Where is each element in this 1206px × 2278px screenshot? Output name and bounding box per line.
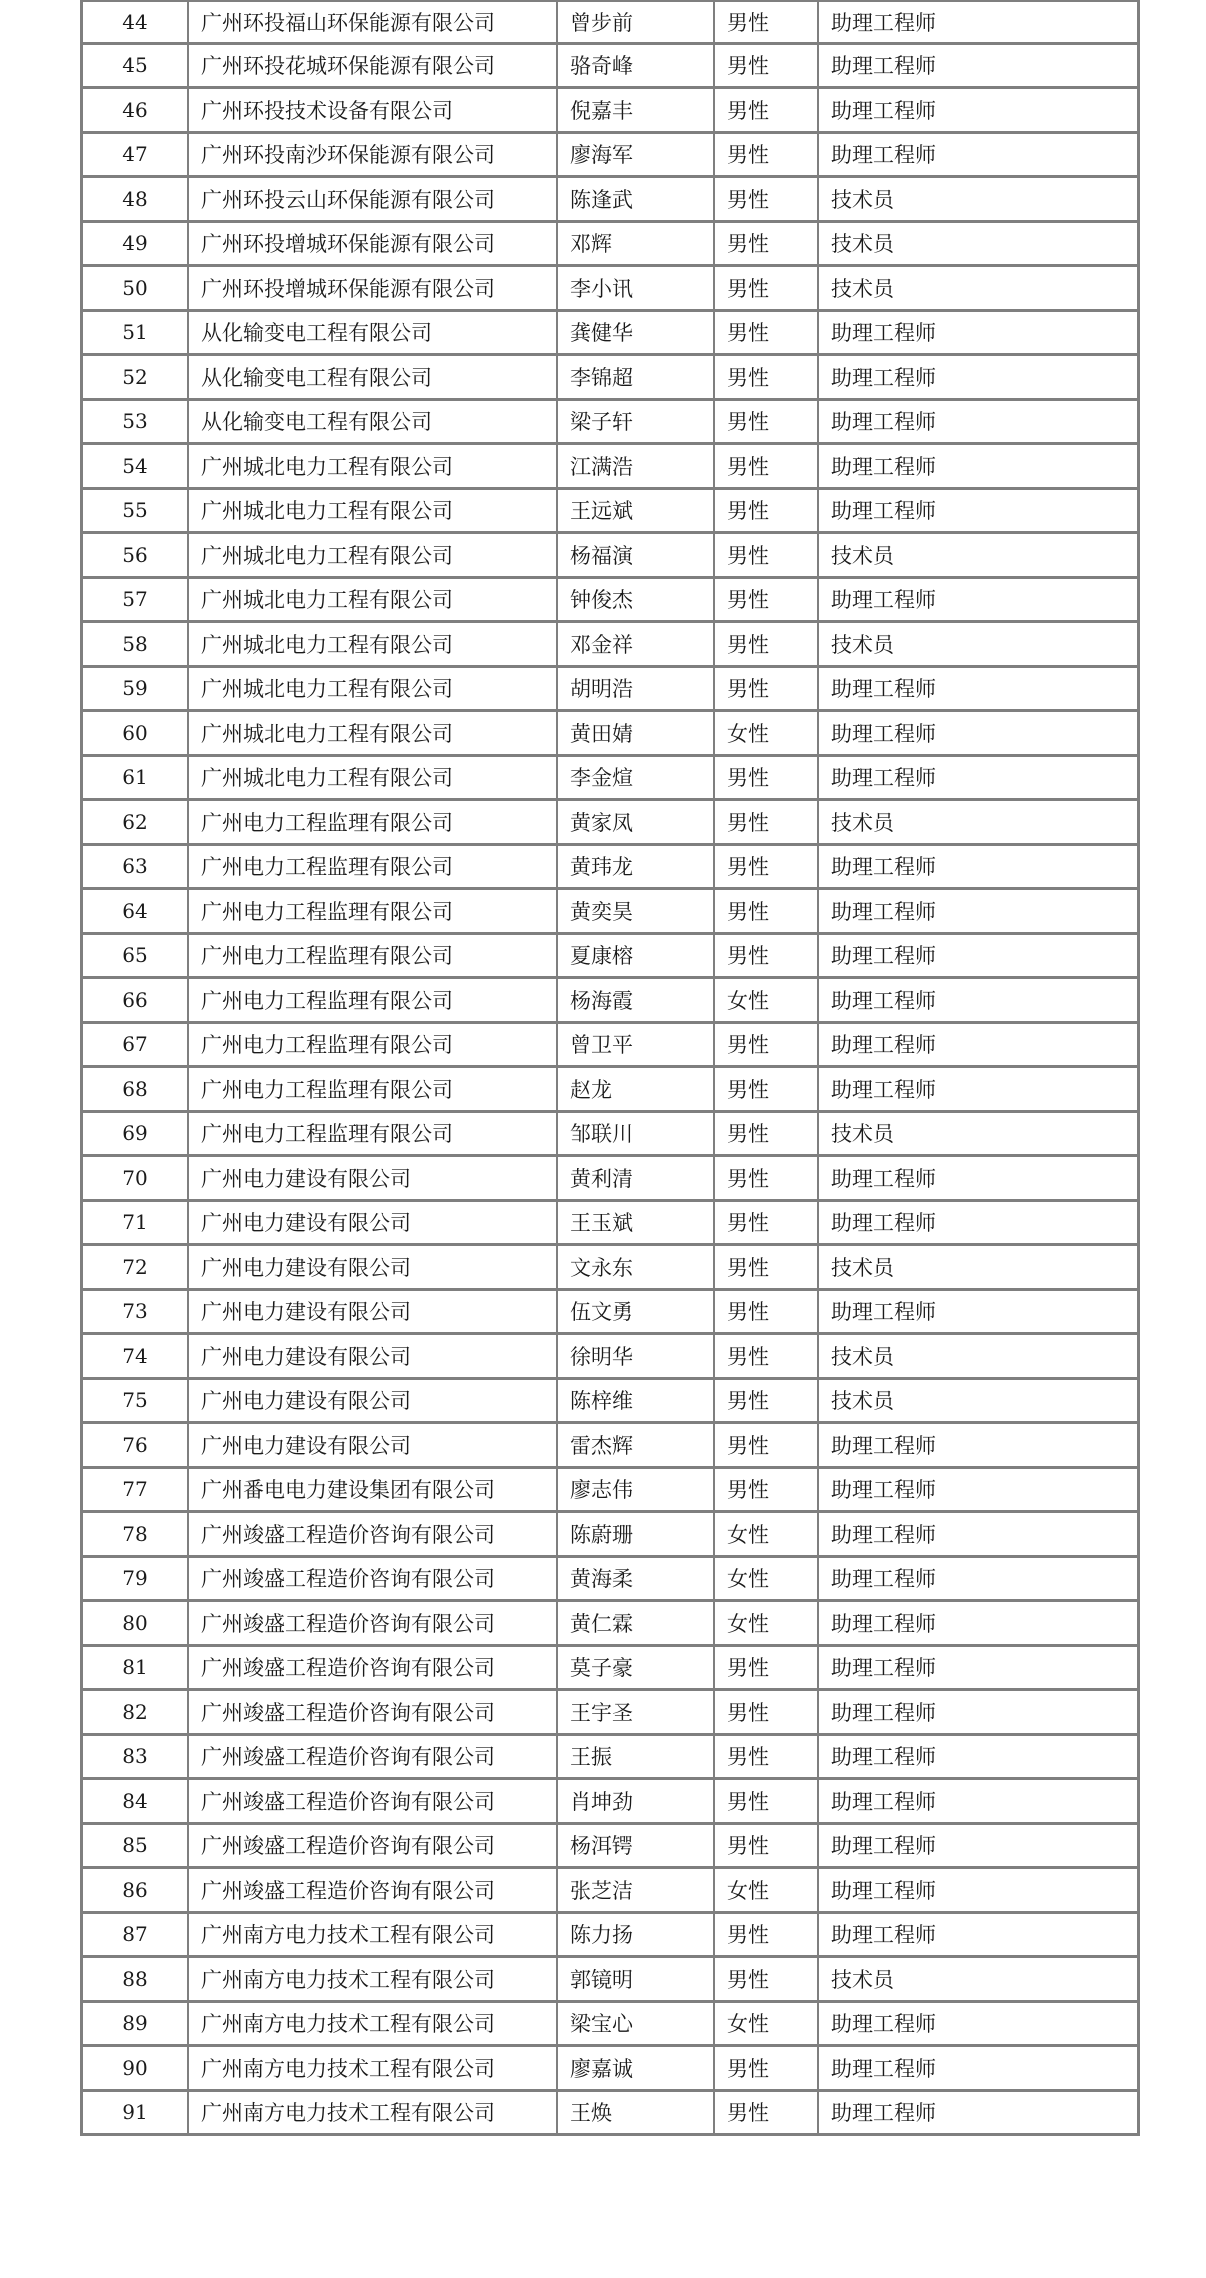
row-number-cell: 48 bbox=[83, 178, 189, 223]
table-row bbox=[83, 2003, 1137, 2048]
gender-cell: 男性 bbox=[715, 1780, 819, 1825]
table-row bbox=[83, 579, 1137, 624]
company-cell: 广州城北电力工程有限公司 bbox=[189, 490, 558, 535]
person-name-cell: 徐明华 bbox=[558, 1335, 715, 1380]
company-cell: 广州竣盛工程造价咨询有限公司 bbox=[189, 1602, 558, 1647]
row-number-cell: 73 bbox=[83, 1291, 189, 1336]
table-row bbox=[83, 534, 1137, 579]
person-name-cell: 廖志伟 bbox=[558, 1469, 715, 1514]
row-number-cell: 46 bbox=[83, 89, 189, 134]
gender-cell: 男性 bbox=[715, 1202, 819, 1247]
row-number-cell: 64 bbox=[83, 890, 189, 935]
job-title-cell: 助理工程师 bbox=[819, 1513, 1137, 1558]
company-cell: 从化输变电工程有限公司 bbox=[189, 312, 558, 357]
row-number-cell: 83 bbox=[83, 1736, 189, 1781]
table-row bbox=[83, 1291, 1137, 1336]
gender-cell: 女性 bbox=[715, 1513, 819, 1558]
table-row bbox=[83, 846, 1137, 891]
job-title-cell: 助理工程师 bbox=[819, 979, 1137, 1024]
row-number-cell: 44 bbox=[83, 0, 189, 45]
person-name-cell: 杨海霞 bbox=[558, 979, 715, 1024]
table-row bbox=[83, 356, 1137, 401]
person-name-cell: 王玉斌 bbox=[558, 1202, 715, 1247]
person-name-cell: 陈逢武 bbox=[558, 178, 715, 223]
job-title-cell: 助理工程师 bbox=[819, 356, 1137, 401]
gender-cell: 男性 bbox=[715, 1914, 819, 1959]
job-title-cell: 助理工程师 bbox=[819, 890, 1137, 935]
job-title-cell: 助理工程师 bbox=[819, 1602, 1137, 1647]
gender-cell: 女性 bbox=[715, 1558, 819, 1603]
person-name-cell: 邓辉 bbox=[558, 223, 715, 268]
job-title-cell: 技术员 bbox=[819, 223, 1137, 268]
row-number-cell: 53 bbox=[83, 401, 189, 446]
gender-cell: 男性 bbox=[715, 2092, 819, 2137]
person-name-cell: 廖嘉诚 bbox=[558, 2047, 715, 2092]
roster-document bbox=[80, 0, 1134, 2136]
company-cell: 从化输变电工程有限公司 bbox=[189, 401, 558, 446]
job-title-cell: 助理工程师 bbox=[819, 712, 1137, 757]
table-row bbox=[83, 1958, 1137, 2003]
person-name-cell: 邹联川 bbox=[558, 1113, 715, 1158]
company-cell: 广州电力工程监理有限公司 bbox=[189, 801, 558, 846]
company-cell: 广州电力建设有限公司 bbox=[189, 1424, 558, 1469]
person-name-cell: 曾步前 bbox=[558, 0, 715, 45]
company-cell: 广州环投花城环保能源有限公司 bbox=[189, 45, 558, 90]
job-title-cell: 技术员 bbox=[819, 1113, 1137, 1158]
row-number-cell: 66 bbox=[83, 979, 189, 1024]
gender-cell: 男性 bbox=[715, 356, 819, 401]
person-name-cell: 梁子轩 bbox=[558, 401, 715, 446]
row-number-cell: 77 bbox=[83, 1469, 189, 1514]
table-row bbox=[83, 935, 1137, 980]
person-name-cell: 黄田婧 bbox=[558, 712, 715, 757]
company-cell: 广州环投福山环保能源有限公司 bbox=[189, 0, 558, 45]
job-title-cell: 助理工程师 bbox=[819, 45, 1137, 90]
person-name-cell: 赵龙 bbox=[558, 1068, 715, 1113]
person-name-cell: 张芝洁 bbox=[558, 1869, 715, 1914]
person-name-cell: 黄仁霖 bbox=[558, 1602, 715, 1647]
person-name-cell: 梁宝心 bbox=[558, 2003, 715, 2048]
company-cell: 广州竣盛工程造价咨询有限公司 bbox=[189, 1647, 558, 1692]
company-cell: 广州环投增城环保能源有限公司 bbox=[189, 223, 558, 268]
row-number-cell: 56 bbox=[83, 534, 189, 579]
table-row bbox=[83, 668, 1137, 713]
company-cell: 广州南方电力技术工程有限公司 bbox=[189, 1958, 558, 2003]
company-cell: 广州电力建设有限公司 bbox=[189, 1157, 558, 1202]
person-name-cell: 王焕 bbox=[558, 2092, 715, 2137]
table-row bbox=[83, 1914, 1137, 1959]
row-number-cell: 49 bbox=[83, 223, 189, 268]
gender-cell: 男性 bbox=[715, 1291, 819, 1336]
company-cell: 广州电力工程监理有限公司 bbox=[189, 846, 558, 891]
person-name-cell: 廖海军 bbox=[558, 134, 715, 179]
job-title-cell: 技术员 bbox=[819, 534, 1137, 579]
company-cell: 广州竣盛工程造价咨询有限公司 bbox=[189, 1736, 558, 1781]
job-title-cell: 技术员 bbox=[819, 178, 1137, 223]
row-number-cell: 80 bbox=[83, 1602, 189, 1647]
person-name-cell: 黄海柔 bbox=[558, 1558, 715, 1603]
gender-cell: 男性 bbox=[715, 757, 819, 802]
row-number-cell: 50 bbox=[83, 267, 189, 312]
job-title-cell: 助理工程师 bbox=[819, 1291, 1137, 1336]
row-number-cell: 85 bbox=[83, 1825, 189, 1870]
table-row bbox=[83, 801, 1137, 846]
job-title-cell: 助理工程师 bbox=[819, 1202, 1137, 1247]
table-row bbox=[83, 1691, 1137, 1736]
job-title-cell: 技术员 bbox=[819, 801, 1137, 846]
person-name-cell: 文永东 bbox=[558, 1246, 715, 1291]
person-name-cell: 黄奕昊 bbox=[558, 890, 715, 935]
gender-cell: 男性 bbox=[715, 1380, 819, 1425]
table-row bbox=[83, 1113, 1137, 1158]
table-row bbox=[83, 445, 1137, 490]
job-title-cell: 助理工程师 bbox=[819, 490, 1137, 535]
job-title-cell: 技术员 bbox=[819, 1958, 1137, 2003]
person-name-cell: 肖坤劲 bbox=[558, 1780, 715, 1825]
person-name-cell: 雷杰辉 bbox=[558, 1424, 715, 1469]
person-name-cell: 李锦超 bbox=[558, 356, 715, 401]
company-cell: 广州电力工程监理有限公司 bbox=[189, 1024, 558, 1069]
gender-cell: 男性 bbox=[715, 89, 819, 134]
job-title-cell: 助理工程师 bbox=[819, 445, 1137, 490]
job-title-cell: 技术员 bbox=[819, 1246, 1137, 1291]
table-row bbox=[83, 890, 1137, 935]
gender-cell: 男性 bbox=[715, 1424, 819, 1469]
job-title-cell: 助理工程师 bbox=[819, 1869, 1137, 1914]
person-name-cell: 夏康榕 bbox=[558, 935, 715, 980]
table-row bbox=[83, 1736, 1137, 1781]
company-cell: 广州电力工程监理有限公司 bbox=[189, 935, 558, 980]
table-row bbox=[83, 1513, 1137, 1558]
person-name-cell: 黄玮龙 bbox=[558, 846, 715, 891]
company-cell: 广州城北电力工程有限公司 bbox=[189, 579, 558, 624]
company-cell: 广州城北电力工程有限公司 bbox=[189, 445, 558, 490]
person-name-cell: 郭镜明 bbox=[558, 1958, 715, 2003]
gender-cell: 男性 bbox=[715, 223, 819, 268]
person-name-cell: 杨福演 bbox=[558, 534, 715, 579]
company-cell: 广州城北电力工程有限公司 bbox=[189, 623, 558, 668]
gender-cell: 男性 bbox=[715, 1736, 819, 1781]
gender-cell: 男性 bbox=[715, 846, 819, 891]
person-name-cell: 王振 bbox=[558, 1736, 715, 1781]
row-number-cell: 68 bbox=[83, 1068, 189, 1113]
company-cell: 广州环投增城环保能源有限公司 bbox=[189, 267, 558, 312]
table-row bbox=[83, 1335, 1137, 1380]
gender-cell: 男性 bbox=[715, 312, 819, 357]
table-row bbox=[83, 979, 1137, 1024]
gender-cell: 女性 bbox=[715, 712, 819, 757]
person-name-cell: 倪嘉丰 bbox=[558, 89, 715, 134]
job-title-cell: 助理工程师 bbox=[819, 2092, 1137, 2137]
job-title-cell: 助理工程师 bbox=[819, 1424, 1137, 1469]
table-row bbox=[83, 1024, 1137, 1069]
person-name-cell: 胡明浩 bbox=[558, 668, 715, 713]
company-cell: 广州电力工程监理有限公司 bbox=[189, 979, 558, 1024]
person-name-cell: 钟俊杰 bbox=[558, 579, 715, 624]
row-number-cell: 74 bbox=[83, 1335, 189, 1380]
row-number-cell: 59 bbox=[83, 668, 189, 713]
roster-table bbox=[80, 0, 1140, 2136]
gender-cell: 男性 bbox=[715, 623, 819, 668]
gender-cell: 男性 bbox=[715, 1157, 819, 1202]
gender-cell: 男性 bbox=[715, 935, 819, 980]
gender-cell: 男性 bbox=[715, 1469, 819, 1514]
person-name-cell: 骆奇峰 bbox=[558, 45, 715, 90]
job-title-cell: 助理工程师 bbox=[819, 312, 1137, 357]
row-number-cell: 75 bbox=[83, 1380, 189, 1425]
gender-cell: 男性 bbox=[715, 1335, 819, 1380]
gender-cell: 男性 bbox=[715, 45, 819, 90]
person-name-cell: 王宇圣 bbox=[558, 1691, 715, 1736]
table-row bbox=[83, 0, 1137, 45]
gender-cell: 男性 bbox=[715, 445, 819, 490]
person-name-cell: 陈蔚珊 bbox=[558, 1513, 715, 1558]
table-row bbox=[83, 1424, 1137, 1469]
row-number-cell: 76 bbox=[83, 1424, 189, 1469]
row-number-cell: 89 bbox=[83, 2003, 189, 2048]
company-cell: 从化输变电工程有限公司 bbox=[189, 356, 558, 401]
row-number-cell: 84 bbox=[83, 1780, 189, 1825]
company-cell: 广州南方电力技术工程有限公司 bbox=[189, 2047, 558, 2092]
gender-cell: 女性 bbox=[715, 1602, 819, 1647]
table-row bbox=[83, 1647, 1137, 1692]
table-row bbox=[83, 1558, 1137, 1603]
row-number-cell: 71 bbox=[83, 1202, 189, 1247]
person-name-cell: 龚健华 bbox=[558, 312, 715, 357]
job-title-cell: 助理工程师 bbox=[819, 1157, 1137, 1202]
row-number-cell: 61 bbox=[83, 757, 189, 802]
row-number-cell: 51 bbox=[83, 312, 189, 357]
table-row bbox=[83, 45, 1137, 90]
job-title-cell: 助理工程师 bbox=[819, 757, 1137, 802]
row-number-cell: 58 bbox=[83, 623, 189, 668]
row-number-cell: 55 bbox=[83, 490, 189, 535]
gender-cell: 男性 bbox=[715, 1647, 819, 1692]
person-name-cell: 陈梓维 bbox=[558, 1380, 715, 1425]
job-title-cell: 助理工程师 bbox=[819, 134, 1137, 179]
company-cell: 广州电力建设有限公司 bbox=[189, 1202, 558, 1247]
table-row bbox=[83, 223, 1137, 268]
row-number-cell: 62 bbox=[83, 801, 189, 846]
person-name-cell: 江满浩 bbox=[558, 445, 715, 490]
row-number-cell: 67 bbox=[83, 1024, 189, 1069]
gender-cell: 男性 bbox=[715, 668, 819, 713]
table-row bbox=[83, 757, 1137, 802]
person-name-cell: 邓金祥 bbox=[558, 623, 715, 668]
table-row bbox=[83, 1246, 1137, 1291]
job-title-cell: 助理工程师 bbox=[819, 1024, 1137, 1069]
table-row bbox=[83, 1380, 1137, 1425]
row-number-cell: 60 bbox=[83, 712, 189, 757]
row-number-cell: 82 bbox=[83, 1691, 189, 1736]
job-title-cell: 技术员 bbox=[819, 623, 1137, 668]
gender-cell: 女性 bbox=[715, 979, 819, 1024]
job-title-cell: 助理工程师 bbox=[819, 89, 1137, 134]
table-row bbox=[83, 89, 1137, 134]
company-cell: 广州南方电力技术工程有限公司 bbox=[189, 1914, 558, 1959]
gender-cell: 男性 bbox=[715, 890, 819, 935]
company-cell: 广州电力建设有限公司 bbox=[189, 1291, 558, 1336]
person-name-cell: 伍文勇 bbox=[558, 1291, 715, 1336]
job-title-cell: 助理工程师 bbox=[819, 935, 1137, 980]
gender-cell: 男性 bbox=[715, 178, 819, 223]
row-number-cell: 86 bbox=[83, 1869, 189, 1914]
row-number-cell: 54 bbox=[83, 445, 189, 490]
roster-table-body bbox=[83, 0, 1137, 2136]
table-row bbox=[83, 401, 1137, 446]
row-number-cell: 72 bbox=[83, 1246, 189, 1291]
company-cell: 广州城北电力工程有限公司 bbox=[189, 712, 558, 757]
row-number-cell: 52 bbox=[83, 356, 189, 401]
table-row bbox=[83, 1469, 1137, 1514]
table-row bbox=[83, 1869, 1137, 1914]
row-number-cell: 47 bbox=[83, 134, 189, 179]
gender-cell: 女性 bbox=[715, 2003, 819, 2048]
person-name-cell: 李金煊 bbox=[558, 757, 715, 802]
person-name-cell: 杨洱锷 bbox=[558, 1825, 715, 1870]
person-name-cell: 曾卫平 bbox=[558, 1024, 715, 1069]
company-cell: 广州竣盛工程造价咨询有限公司 bbox=[189, 1780, 558, 1825]
company-cell: 广州竣盛工程造价咨询有限公司 bbox=[189, 1558, 558, 1603]
company-cell: 广州电力建设有限公司 bbox=[189, 1246, 558, 1291]
job-title-cell: 助理工程师 bbox=[819, 0, 1137, 45]
gender-cell: 男性 bbox=[715, 490, 819, 535]
job-title-cell: 助理工程师 bbox=[819, 2003, 1137, 2048]
job-title-cell: 助理工程师 bbox=[819, 1780, 1137, 1825]
company-cell: 广州城北电力工程有限公司 bbox=[189, 757, 558, 802]
company-cell: 广州竣盛工程造价咨询有限公司 bbox=[189, 1869, 558, 1914]
person-name-cell: 黄家凤 bbox=[558, 801, 715, 846]
company-cell: 广州电力建设有限公司 bbox=[189, 1380, 558, 1425]
job-title-cell: 助理工程师 bbox=[819, 579, 1137, 624]
company-cell: 广州南方电力技术工程有限公司 bbox=[189, 2092, 558, 2137]
table-row bbox=[83, 2047, 1137, 2092]
table-row bbox=[83, 712, 1137, 757]
table-row bbox=[83, 1202, 1137, 1247]
table-row bbox=[83, 178, 1137, 223]
row-number-cell: 65 bbox=[83, 935, 189, 980]
company-cell: 广州环投技术设备有限公司 bbox=[189, 89, 558, 134]
company-cell: 广州竣盛工程造价咨询有限公司 bbox=[189, 1825, 558, 1870]
company-cell: 广州电力工程监理有限公司 bbox=[189, 1068, 558, 1113]
table-row bbox=[83, 267, 1137, 312]
row-number-cell: 90 bbox=[83, 2047, 189, 2092]
person-name-cell: 莫子豪 bbox=[558, 1647, 715, 1692]
row-number-cell: 78 bbox=[83, 1513, 189, 1558]
row-number-cell: 63 bbox=[83, 846, 189, 891]
gender-cell: 男性 bbox=[715, 2047, 819, 2092]
job-title-cell: 技术员 bbox=[819, 1335, 1137, 1380]
job-title-cell: 助理工程师 bbox=[819, 1914, 1137, 1959]
gender-cell: 男性 bbox=[715, 1691, 819, 1736]
job-title-cell: 助理工程师 bbox=[819, 1068, 1137, 1113]
job-title-cell: 助理工程师 bbox=[819, 846, 1137, 891]
table-row bbox=[83, 1825, 1137, 1870]
table-row bbox=[83, 2092, 1137, 2137]
company-cell: 广州环投南沙环保能源有限公司 bbox=[189, 134, 558, 179]
row-number-cell: 87 bbox=[83, 1914, 189, 1959]
gender-cell: 男性 bbox=[715, 1958, 819, 2003]
job-title-cell: 助理工程师 bbox=[819, 1469, 1137, 1514]
company-cell: 广州城北电力工程有限公司 bbox=[189, 668, 558, 713]
person-name-cell: 陈力扬 bbox=[558, 1914, 715, 1959]
job-title-cell: 助理工程师 bbox=[819, 1691, 1137, 1736]
job-title-cell: 助理工程师 bbox=[819, 668, 1137, 713]
table-row bbox=[83, 1068, 1137, 1113]
row-number-cell: 57 bbox=[83, 579, 189, 624]
row-number-cell: 81 bbox=[83, 1647, 189, 1692]
job-title-cell: 助理工程师 bbox=[819, 2047, 1137, 2092]
company-cell: 广州城北电力工程有限公司 bbox=[189, 534, 558, 579]
gender-cell: 男性 bbox=[715, 1113, 819, 1158]
job-title-cell: 技术员 bbox=[819, 267, 1137, 312]
table-row bbox=[83, 490, 1137, 535]
row-number-cell: 45 bbox=[83, 45, 189, 90]
row-number-cell: 70 bbox=[83, 1157, 189, 1202]
gender-cell: 男性 bbox=[715, 579, 819, 624]
job-title-cell: 助理工程师 bbox=[819, 1736, 1137, 1781]
gender-cell: 女性 bbox=[715, 1869, 819, 1914]
row-number-cell: 88 bbox=[83, 1958, 189, 2003]
table-row bbox=[83, 1157, 1137, 1202]
person-name-cell: 李小讯 bbox=[558, 267, 715, 312]
row-number-cell: 79 bbox=[83, 1558, 189, 1603]
job-title-cell: 助理工程师 bbox=[819, 1825, 1137, 1870]
gender-cell: 男性 bbox=[715, 1825, 819, 1870]
gender-cell: 男性 bbox=[715, 0, 819, 45]
gender-cell: 男性 bbox=[715, 401, 819, 446]
gender-cell: 男性 bbox=[715, 534, 819, 579]
gender-cell: 男性 bbox=[715, 1246, 819, 1291]
gender-cell: 男性 bbox=[715, 1024, 819, 1069]
job-title-cell: 助理工程师 bbox=[819, 1647, 1137, 1692]
job-title-cell: 助理工程师 bbox=[819, 1558, 1137, 1603]
company-cell: 广州电力工程监理有限公司 bbox=[189, 890, 558, 935]
person-name-cell: 王远斌 bbox=[558, 490, 715, 535]
row-number-cell: 69 bbox=[83, 1113, 189, 1158]
company-cell: 广州环投云山环保能源有限公司 bbox=[189, 178, 558, 223]
company-cell: 广州竣盛工程造价咨询有限公司 bbox=[189, 1691, 558, 1736]
table-row bbox=[83, 1602, 1137, 1647]
gender-cell: 男性 bbox=[715, 1068, 819, 1113]
gender-cell: 男性 bbox=[715, 267, 819, 312]
gender-cell: 男性 bbox=[715, 801, 819, 846]
row-number-cell: 91 bbox=[83, 2092, 189, 2137]
table-row bbox=[83, 1780, 1137, 1825]
company-cell: 广州番电电力建设集团有限公司 bbox=[189, 1469, 558, 1514]
person-name-cell: 黄利清 bbox=[558, 1157, 715, 1202]
company-cell: 广州南方电力技术工程有限公司 bbox=[189, 2003, 558, 2048]
company-cell: 广州竣盛工程造价咨询有限公司 bbox=[189, 1513, 558, 1558]
company-cell: 广州电力工程监理有限公司 bbox=[189, 1113, 558, 1158]
table-row bbox=[83, 312, 1137, 357]
table-row bbox=[83, 134, 1137, 179]
job-title-cell: 技术员 bbox=[819, 1380, 1137, 1425]
gender-cell: 男性 bbox=[715, 134, 819, 179]
table-row bbox=[83, 623, 1137, 668]
company-cell: 广州电力建设有限公司 bbox=[189, 1335, 558, 1380]
job-title-cell: 助理工程师 bbox=[819, 401, 1137, 446]
